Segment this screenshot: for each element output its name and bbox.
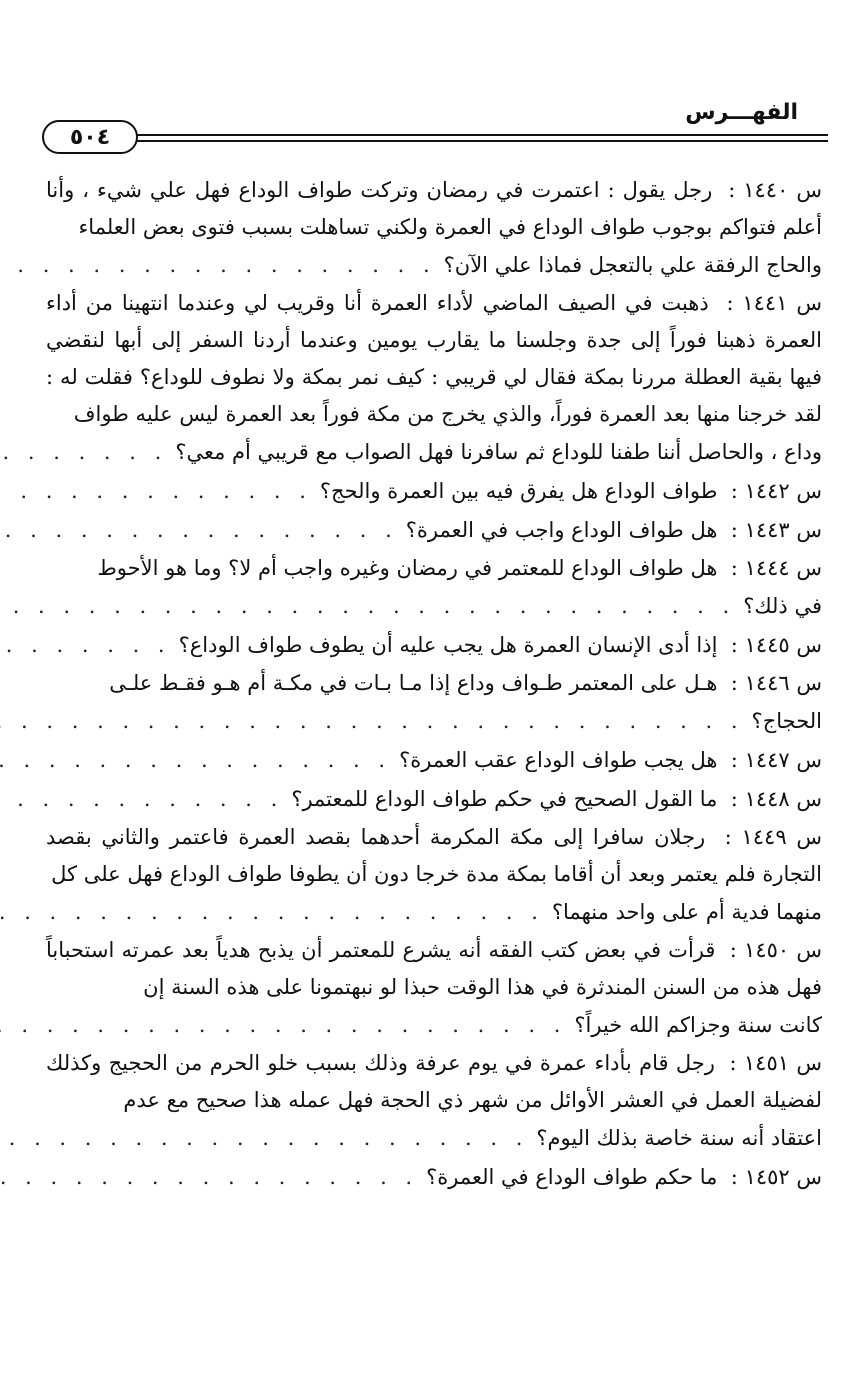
entry-number: س ١٤٤٦ : (730, 671, 822, 695)
index-entry (46, 932, 822, 1044)
entry-question-text: هل طواف الوداع للمعتمر في رمضان وغيره واجب أم لا؟ وما هو الأحوط (97, 556, 718, 580)
dot-leader (0, 781, 291, 818)
entry-number: س ١٤٤١ : (726, 291, 822, 315)
entry-last-line (46, 1158, 822, 1196)
entry-question (46, 550, 822, 587)
entry-question-text: ذهبت في الصيف الماضي لأداء العمرة أنا وقريب لي وعندما انتهينا من أداء العمرة ذهبنا فوراً إلى جدة وجلسنا ما يقارب يومين وعندما أردنا السفر إلى أبها لنقضي فيها بقية العطلة مررنا بمكة فقال لي قريبي : كيف نمر بمكة ولا نطوف للوداع؟ فقلت له : لقد خرجنا منها بعد العمرة فوراً، والذي يخرج من مكة فوراً بعد العمرة ليس عليه طواف (46, 291, 822, 426)
entry-question (46, 1045, 822, 1119)
index-list (46, 172, 822, 1197)
entry-number: س ١٤٤٨ : (730, 787, 822, 811)
entry-question-text: وداع ، والحاصل أننا طفنا للوداع ثم سافرنا فهل الصواب مع قريبي أم معي؟ (175, 440, 822, 464)
entry-question-text: هل طواف الوداع واجب في العمرة؟ (405, 518, 718, 542)
entry-number: س ١٤٤٥ : (730, 633, 822, 657)
entry-question (46, 172, 822, 246)
entry-question-text: رجل يقول : اعتمرت في رمضان وتركت طواف الوداع فهل علي شيء ، وأنا أعلم فتواكم بوجوب طواف الوداع في العمرة ولكني تساهلت بسبب فتوى بعض العلماء (46, 178, 822, 239)
entry-number: س ١٤٥١ : (729, 1051, 822, 1075)
entry-number: س ١٤٤٣ : (730, 518, 822, 542)
entry-last-line (46, 246, 822, 284)
dot-leader (0, 247, 444, 284)
dot-leader (0, 1159, 426, 1196)
index-entry (46, 665, 822, 740)
page-number-badge: ٥٠٤ (42, 120, 138, 154)
entry-question-text: هـل على المعتمر طـواف وداع إذا مـا بـات في مكـة أم هـو فقـط علـى (109, 671, 718, 695)
entry-last-line (46, 702, 822, 740)
entry-question-text: إذا أدى الإنسان العمرة هل يجب عليه أن يطوف طواف الوداع؟ (178, 633, 718, 657)
dot-leader (0, 473, 320, 510)
entry-question-text: ما حكم طواف الوداع في العمرة؟ (426, 1165, 718, 1189)
index-entry (46, 472, 822, 510)
entry-number: س ١٤٥٢ : (730, 1165, 822, 1189)
entry-question-text: رجل قام بأداء عمرة في يوم عرفة وذلك بسبب خلو الحرم من الحجيج وكذلك لفضيلة العمل في العشر الأوائل من شهر ذي الحجة فهل عمله هذا صحيح مع عدم (46, 1051, 822, 1112)
header-rule (136, 140, 828, 142)
entry-last-line (46, 587, 822, 625)
index-entry (46, 172, 822, 284)
entry-last-line (46, 511, 822, 549)
index-entry (46, 626, 822, 664)
index-entry (46, 819, 822, 931)
entry-number: س ١٤٤٤ : (730, 556, 822, 580)
dot-leader (0, 1120, 536, 1157)
index-entry (46, 780, 822, 818)
running-title: الفهـــرس (685, 100, 798, 125)
page-header (40, 100, 828, 160)
entry-question-text: رجلان سافرا إلى مكة المكرمة أحدهما بقصد العمرة فاعتمر والثاني بقصد التجارة فلم يعتمر وبعد أن أقاما بمكة مدة خرجا دون أن يطوفا طواف الوداع فهل على كل (46, 825, 822, 886)
entry-last-line (46, 893, 822, 931)
header-rule (136, 134, 828, 136)
entry-last-line (46, 472, 822, 510)
entry-question-text: ما القول الصحيح في حكم طواف الوداع للمعتمر؟ (291, 787, 718, 811)
dot-leader (0, 742, 399, 779)
index-entry (46, 741, 822, 779)
entry-question-text: كانت سنة وجزاكم الله خيراً؟ (574, 1013, 822, 1037)
entry-question-text: والحاج الرفقة علي بالتعجل فماذا علي الآن؟ (443, 253, 822, 277)
dot-leader (0, 434, 175, 471)
entry-number: س ١٤٥٠ : (729, 938, 822, 962)
dot-leader (0, 627, 179, 664)
entry-last-line (46, 741, 822, 779)
entry-question (46, 285, 822, 433)
entry-question (46, 665, 822, 702)
entry-last-line (46, 1119, 822, 1157)
dot-leader (0, 588, 743, 625)
entry-question-text: هل يجب طواف الوداع عقب العمرة؟ (399, 748, 718, 772)
dot-leader (0, 512, 406, 549)
entry-question (46, 932, 822, 1006)
entry-last-line (46, 433, 822, 471)
index-entry (46, 1158, 822, 1196)
index-entry (46, 285, 822, 471)
entry-number: س ١٤٤٢ : (730, 479, 822, 503)
entry-last-line (46, 626, 822, 664)
index-entry (46, 511, 822, 549)
entry-question-text: الحجاج؟ (751, 709, 822, 733)
entry-last-line (46, 780, 822, 818)
entry-question-text: قرأت في بعض كتب الفقه أنه يشرع للمعتمر أن يذبح هدياً بعد عمرته استحباباً فهل هذه من السنن المندثرة في هذا الوقت حبذا لو نبهتمونا على هذه السنة إن (46, 938, 822, 999)
entry-last-line (46, 1006, 822, 1044)
entry-question-text: طواف الوداع هل يفرق فيه بين العمرة والحج؟ (319, 479, 718, 503)
entry-number: س ١٤٤٧ : (730, 748, 822, 772)
entry-question-text: اعتقاد أنه سنة خاصة بذلك اليوم؟ (536, 1126, 822, 1150)
dot-leader (0, 703, 752, 740)
dot-leader (0, 1007, 574, 1044)
index-entry (46, 1045, 822, 1157)
entry-question-text: منهما فدية أم على واحد منهما؟ (551, 900, 822, 924)
entry-number: س ١٤٤٩ : (724, 825, 822, 849)
entry-number: س ١٤٤٠ : (728, 178, 822, 202)
entry-question (46, 819, 822, 893)
index-entry (46, 550, 822, 625)
entry-question-text: في ذلك؟ (743, 594, 822, 618)
dot-leader (0, 894, 552, 931)
